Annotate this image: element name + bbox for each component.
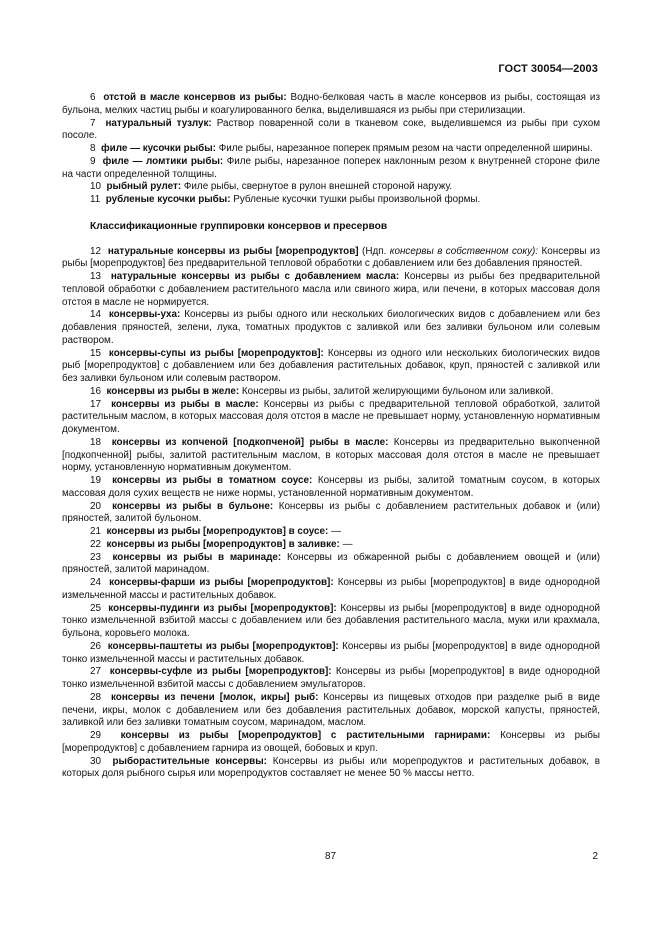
term-name: рыборастительные консервы: (112, 755, 267, 767)
term-number: 23 (90, 551, 101, 563)
term-number: 8 (90, 143, 96, 154)
term-definition: Консервы из рыбы одного или нескольких биологических видов с добавлением или без добавления пряностей, зелени, лука, томатных продуктов с заливкой или без заливки бульоном или солевым раствором. (62, 309, 600, 346)
term-number: 22 (90, 538, 101, 550)
term-entry-30 (62, 756, 600, 782)
term-name: консервы-пудинги из рыбы [морепродуктов]: (108, 602, 337, 614)
term-name: рыбный рулет: (106, 181, 182, 193)
term-entry-26 (62, 641, 600, 667)
term-entry-27 (62, 666, 600, 692)
term-entry-24 (62, 577, 600, 603)
term-entry-20 (62, 501, 600, 527)
term-name: натуральные консервы из рыбы [морепродуктов] (107, 245, 359, 257)
document-number: ГОСТ 30054—2003 (498, 63, 598, 75)
term-definition: Водно-белковая часть в масле консервов из рыбы, состоящая из бульона, мелких частиц рыбы и коагулированного белка, выделившаяся из рыбы при стерилизации. (62, 92, 600, 116)
term-definition: — (331, 526, 341, 537)
term-number: 15 (90, 347, 101, 359)
term-number: 9 (90, 155, 96, 167)
term-entry-25 (62, 603, 600, 641)
term-list-part1 (62, 92, 600, 207)
term-definition: Консервы из рыбы, залитой желирующими бульоном или заливкой. (241, 385, 554, 397)
term-ndp-prefix: (Ндп. (362, 245, 387, 257)
term-entry-7 (62, 118, 600, 144)
term-entry-18 (62, 437, 600, 475)
term-number: 6 (90, 92, 96, 103)
term-number: 16 (90, 385, 101, 397)
term-definition: Филе рыбы, свернутое в рулон внешней стороной наружу. (183, 181, 453, 193)
term-number: 7 (90, 117, 96, 129)
term-name: филе — кусочки рыбы: (101, 143, 216, 154)
term-definition: Раствор поваренной соли в тканевом соке, выделившемся из рыбы при сухом посоле. (62, 117, 600, 142)
term-definition: — (342, 538, 353, 550)
term-name: консервы из рыбы в бульоне: (112, 500, 274, 512)
term-definition: Консервы из предварительно выкопченной [подкопченной] рыбы, залитой растительным маслом, в которых массовая доля отстоя в масле не превышает норму, установленную нормативным документом. (62, 436, 601, 474)
term-definition: Консервы из рыбы с предварительной тепловой обработкой, залитой растительным маслом, в которых массовая доля отстоя в масле не превышает норму, установленную нормативным документом. (62, 398, 600, 435)
term-number: 19 (90, 475, 101, 486)
term-number: 21 (90, 526, 101, 537)
term-name: консервы из рыбы в желе: (106, 385, 240, 397)
section-title: Классификационные группировки консервов и пресервов (90, 220, 388, 232)
term-definition: Консервы из рыбы или морепродуктов и растительных добавок, в которых доля рыбного сырья или морепродуктов составляет не менее 50 % массы нетто. (62, 755, 600, 780)
term-definition: Консервы из рыбы [морепродуктов] с добавлением гарнира из овощей, бобовых и круп. (62, 730, 601, 754)
sheet-number: 2 (592, 851, 598, 862)
term-number: 11 (90, 194, 101, 205)
term-number: 13 (90, 271, 101, 282)
term-number: 26 (90, 640, 101, 652)
term-entry-15 (62, 348, 600, 386)
term-number: 28 (90, 691, 101, 703)
term-name: консервы из рыбы в масле: (111, 398, 259, 410)
term-number: 27 (90, 666, 101, 678)
term-number: 24 (90, 577, 101, 588)
term-name: консервы из рыбы в томатном соусе: (112, 475, 313, 486)
term-entry-11 (62, 194, 600, 207)
term-definition: Консервы из рыбы, залитой томатным соусом, в которых массовая доля сухих веществ не ниже нормы, установленной нормативным документом. (62, 475, 600, 499)
term-number: 17 (90, 398, 101, 410)
term-entry-17 (62, 399, 600, 437)
term-name: рубленые кусочки рыбы: (105, 194, 231, 205)
term-name: консервы из печени [молок, икры] рыб: (110, 691, 319, 703)
term-definition: Филе рыбы, нарезанное поперек наклонным резом к внутренней стороне филе на части определенной толщины. (62, 155, 600, 180)
term-entry-28 (62, 692, 600, 730)
term-number: 12 (90, 245, 101, 257)
term-number: 29 (90, 730, 101, 741)
term-entry-21 (62, 526, 600, 539)
term-definition: Консервы из одного или нескольких биологических видов рыб [морепродуктов] с добавлением или без добавления растительных добавок, круп, пряностей с заливкой или без заливки бульоном или солевым раствором. (62, 347, 600, 384)
term-number: 18 (90, 436, 101, 448)
term-name: консервы из рыбы [морепродуктов] в заливке: (106, 538, 340, 550)
term-number: 20 (90, 500, 101, 512)
term-entry-23 (62, 552, 600, 578)
term-definition: Консервы из рыбы [морепродуктов] без предварительной тепловой обработки с добавлением или без добавления пряностей. (62, 245, 600, 270)
term-entry-14 (62, 309, 600, 347)
term-name: консервы-паштеты из рыбы [морепродуктов]: (107, 640, 339, 652)
term-definition: Рубленые кусочки тушки рыбы произвольной формы. (233, 194, 481, 205)
term-name: консервы-супы из рыбы [морепродуктов]: (108, 347, 324, 359)
term-number: 30 (90, 755, 101, 767)
term-number: 14 (90, 309, 101, 321)
term-list-part2 (62, 271, 600, 781)
term-number: 25 (90, 602, 101, 614)
term-entry-9 (62, 156, 600, 182)
term-definition: Консервы из рыбы [морепродуктов] в виде однородной тонко измельченной взбитой массы с добавлением эмульгаторов. (62, 666, 600, 690)
term-definition: Консервы из рыбы без предварительной тепловой обработки с добавлением растительного масла или свиного жира, или печени, в которых массовая доля отстоя в масле не нормируется. (62, 271, 600, 308)
document-body (62, 92, 600, 781)
term-name: натуральные консервы из рыбы с добавлением масла: (110, 271, 400, 282)
term-entry-16 (62, 386, 600, 399)
term-ndp-synonym: консервы в собственном соку): (389, 245, 539, 257)
term-definition: Консервы из рыбы с добавлением растительных добавок и (или) пряностей, залитой бульоном. (62, 500, 600, 525)
term-name: натуральный тузлук: (105, 117, 212, 129)
term-name: отстой в масле консервов из рыбы: (103, 92, 287, 103)
term-name: консервы-фарши из рыбы [морепродуктов]: (109, 577, 334, 588)
term-definition: Консервы из рыбы [морепродуктов] в виде однородной тонко измельченной взбитой массы с добавлением или без добавления растительного масла, муки или крахмала, бульона, коровьего молока. (62, 602, 600, 639)
term-entry-12 (62, 246, 600, 272)
term-name: филе — ломтики рыбы: (102, 155, 224, 167)
term-definition: Консервы из пищевых отходов при разделке рыб в виде печени, икры, молок с добавлением или без добавления растительных добавок, морской капусты, пряностей, заливкой или без заливки томатным соусом, маринадом, маслом. (62, 691, 600, 729)
term-entry-19 (62, 475, 600, 501)
term-name: консервы-уха: (108, 309, 181, 321)
term-name: консервы из копченой [подкопченой] рыбы в масле: (111, 436, 389, 448)
page-number: 87 (325, 851, 336, 862)
term-entry-22 (62, 539, 600, 552)
term-entry-8 (62, 143, 600, 156)
term-definition: Консервы из рыбы [морепродуктов] в виде однородной тонко измельченной массы и растительных добавок. (62, 640, 600, 665)
term-name: консервы из рыбы [морепродуктов] с растительными гарнирами: (120, 730, 491, 741)
term-name: консервы из рыбы в маринаде: (112, 551, 282, 563)
term-name: консервы из рыбы [морепродуктов] в соусе: (106, 526, 329, 537)
term-name: консервы-суфле из рыбы [морепродуктов]: (109, 666, 332, 678)
term-entry-29 (62, 730, 600, 756)
term-definition: Консервы из обжаренной рыбы с добавлением овощей и (или) пряностей, залитой маринадом. (62, 551, 601, 576)
term-definition: Консервы из рыбы [морепродуктов] в виде однородной измельченной массы и растительных добавок. (62, 577, 600, 601)
term-entry-10 (62, 181, 600, 194)
term-entry-13 (62, 271, 600, 309)
term-definition: Филе рыбы, нарезанное поперек прямым резом на части определенной ширины. (218, 143, 593, 154)
term-entry-6 (62, 92, 600, 118)
term-number: 10 (90, 181, 101, 193)
